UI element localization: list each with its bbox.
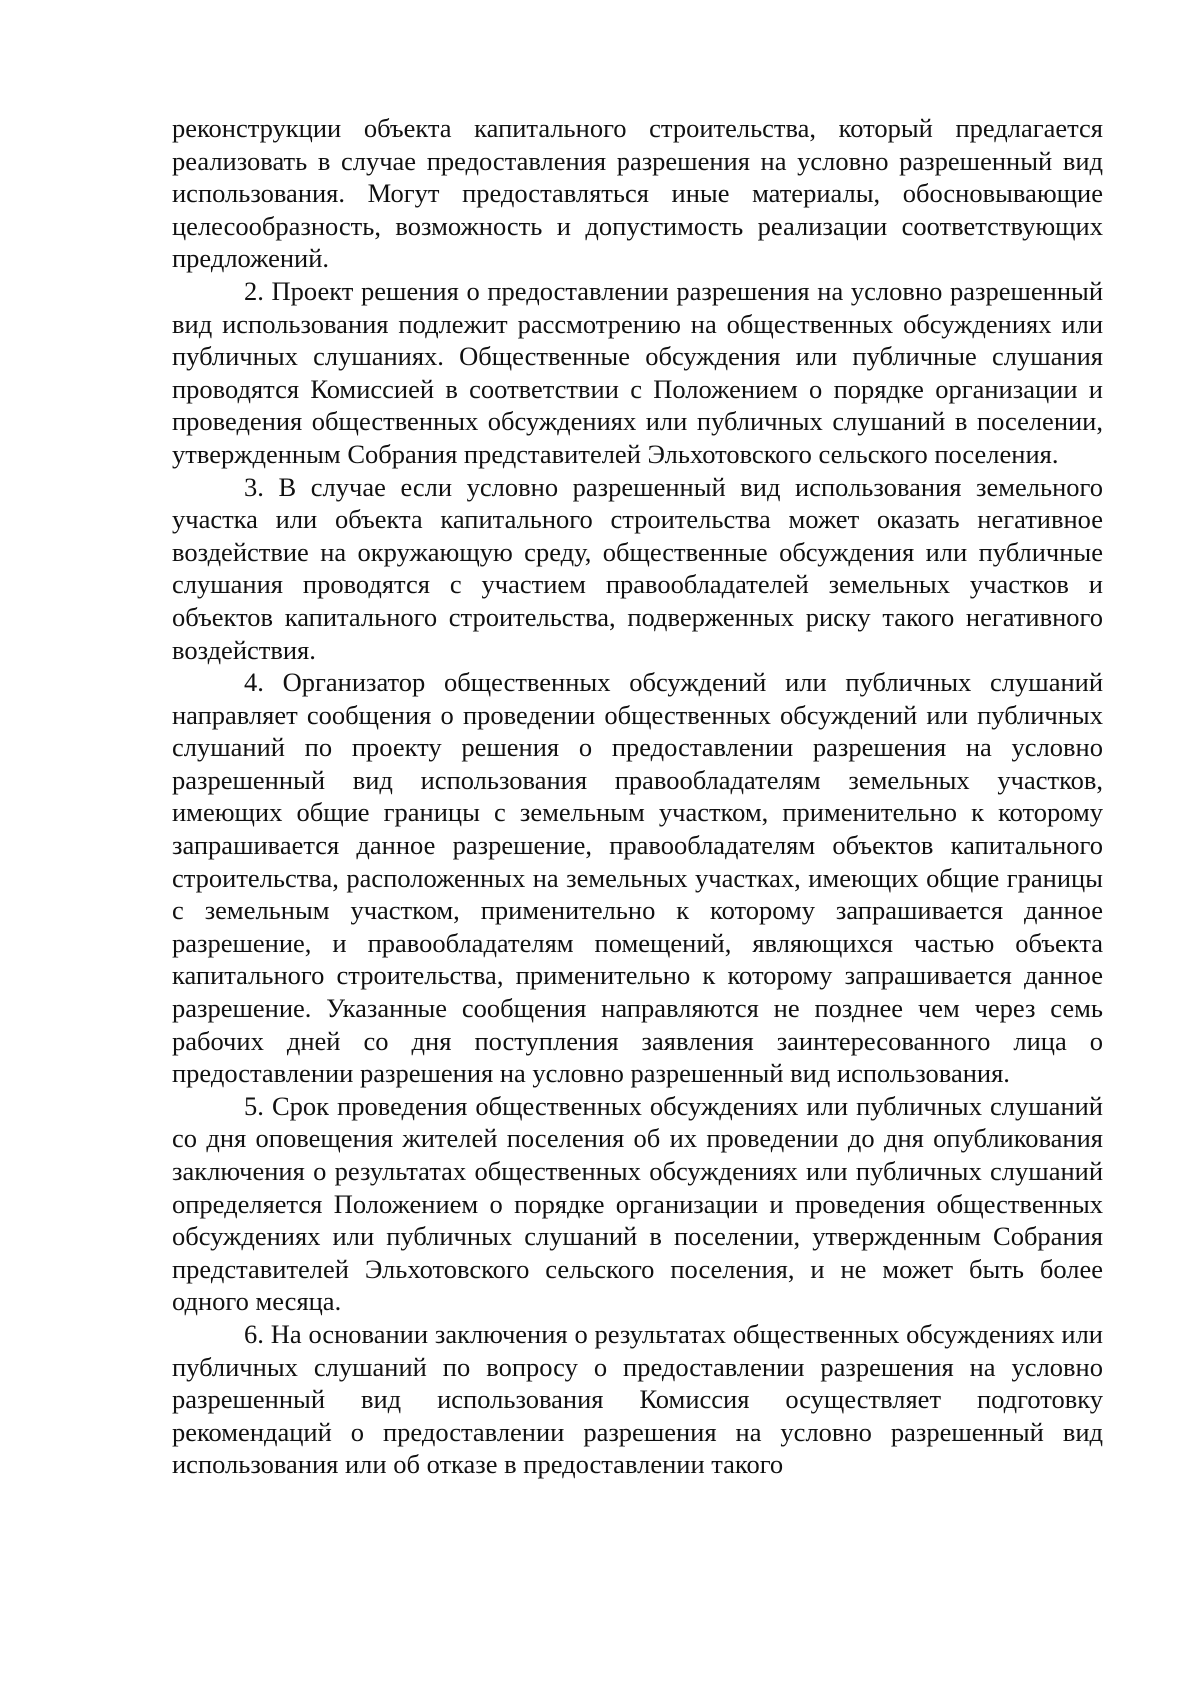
paragraph-item-6: 6. На основании заключения о результатах общественных обсуждениях или публичных слушаний по вопросу о предоставлении разрешения на условно разрешенный вид использования Комиссия осуществляет подготовку рекомендаций о предоставлении разрешения на условно разрешенный вид использования или об отказе в предоставлении такого xyxy=(172,1318,1103,1480)
document-body xyxy=(172,112,1103,1481)
paragraph-item-4: 4. Организатор общественных обсуждений или публичных слушаний направляет сообщения о проведении общественных обсуждений или публичных слушаний по проекту решения о предоставлении разрешения на условно разрешенный вид использования правообладателям земельных участков, имеющих общие границы с земельным участком, применительно к которому запрашивается данное разрешение, правообладателям объектов капитального строительства, расположенных на земельных участках, имеющих общие границы с земельным участком, применительно к которому запрашивается данное разрешение, и правообладателям помещений, являющихся частью объекта капитального строительства, применительно к которому запрашивается данное разрешение. Указанные сообщения направляются не позднее чем через семь рабочих дней со дня поступления заявления заинтересованного лица о предоставлении разрешения на условно разрешенный вид использования. xyxy=(172,667,1103,1089)
paragraph-item-2: 2. Проект решения о предоставлении разрешения на условно разрешенный вид использования подлежит рассмотрению на общественных обсуждениях или публичных слушаниях. Общественные обсуждения или публичные слушания проводятся Комиссией в соответствии с Положением о порядке организации и проведения общественных обсуждениях или публичных слушаний в поселении, утвержденным Собрания представителей Эльхотовского сельского поселения. xyxy=(172,275,1103,469)
paragraph-item-3: 3. В случае если условно разрешенный вид использования земельного участка или объекта капитального строительства может оказать негативное воздействие на окружающую среду, общественные обсуждения или публичные слушания проводятся с участием правообладателей земельных участков и объектов капитального строительства, подверженных риску такого негативного воздействия. xyxy=(172,471,1103,665)
paragraph-continuation: реконструкции объекта капитального строительства, который предлагается реализовать в случае предоставления разрешения на условно разрешенный вид использования. Могут предоставляться иные материалы, обосновывающие целесообразность, возможность и допустимость реализации соответствующих предложений. xyxy=(172,113,1103,274)
paragraph-item-5: 5. Срок проведения общественных обсуждениях или публичных слушаний со дня оповещения жителей поселения об их проведении до дня опубликования заключения о результатах общественных обсуждениях или публичных слушаний определяется Положением о порядке организации и проведения общественных обсуждениях или публичных слушаний в поселении, утвержденным Собрания представителей Эльхотовского сельского поселения, и не может быть более одного месяца. xyxy=(172,1090,1103,1317)
